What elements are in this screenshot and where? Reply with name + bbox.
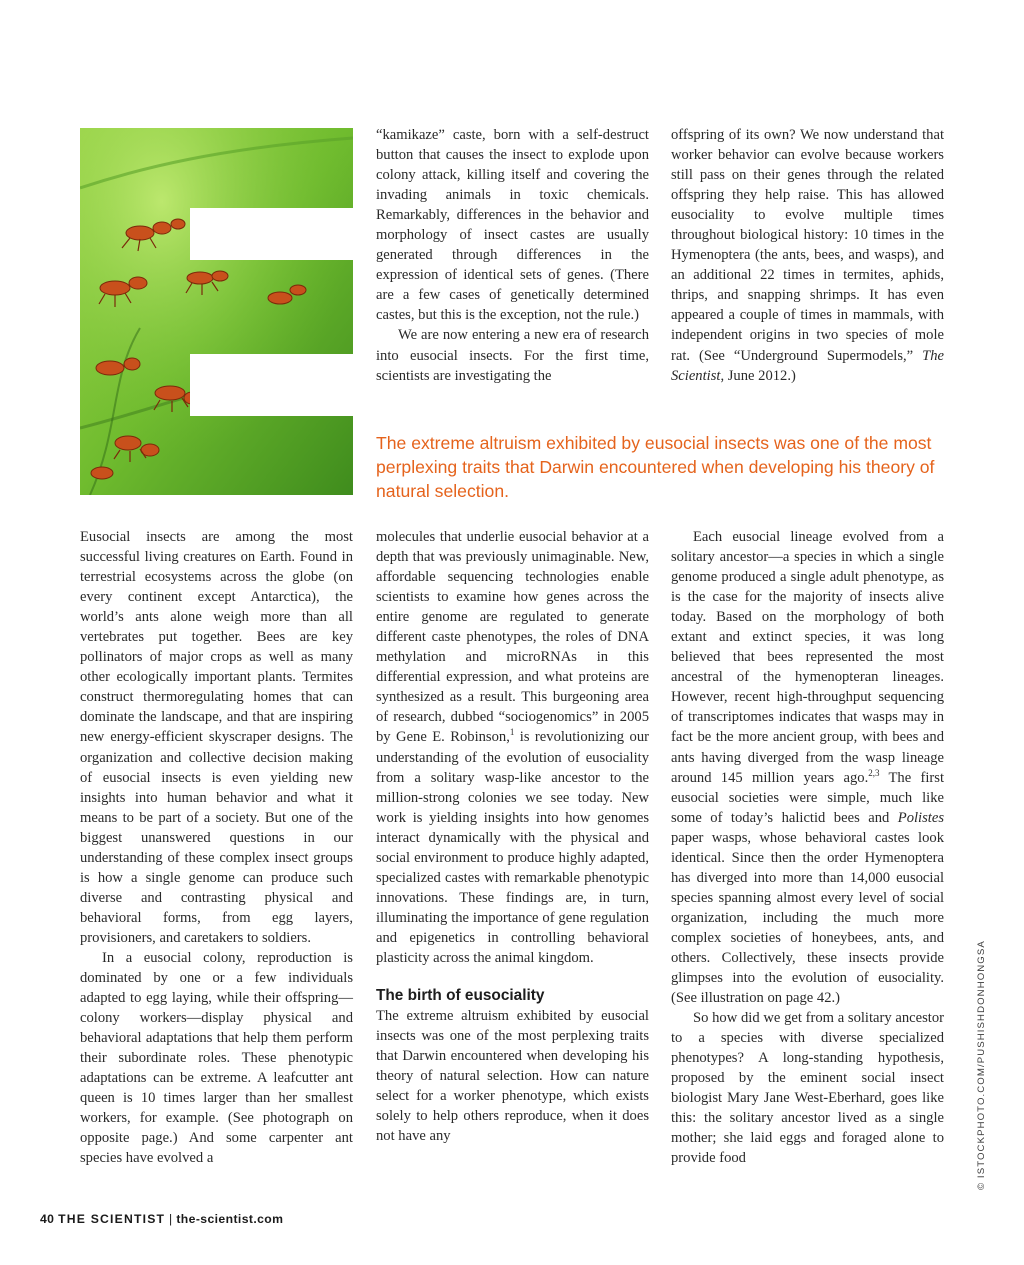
top-column-right xyxy=(671,125,944,386)
citation-ref: 1 xyxy=(509,727,515,738)
body-paragraph: “kamikaze” caste, born with a self-destruct button that causes the insect to explode upon colony attack, killing itself and covering the invading animals in toxic chemicals. Remarkably, differences in the behavior and morphology of insect castes are usually generated through differences in the expression of identical sets of genes. (There are a few cases of genetically determined castes, but this is the exception, not the rule.) xyxy=(376,127,649,324)
citation-ref: 2,3 xyxy=(868,767,880,778)
magazine-title-italic: The Scientist xyxy=(671,347,944,384)
body-text: paper wasps, whose behavioral castes look identical. Since then the order Hymenoptera has diverged into more than 14,000 eusocial species spanning almost every level of social organization, including the much more complex societies of honeybees, ants, and others. Collectively, these insects provide glimpses into the evolution of eusociality. (See illustration on page 42.) xyxy=(671,829,944,1007)
magazine-name: THE SCIENTIST xyxy=(58,1212,166,1226)
ants-on-leaf-photo xyxy=(80,128,353,495)
page-number: 40 xyxy=(40,1212,55,1226)
section-heading: The birth of eusociality xyxy=(376,987,545,1005)
body-text: molecules that underlie eusocial behavior at a depth that was previously unimaginable. New, affordable sequencing technologies enable scientists to examine how genes across the entire genome are regulated to generate different caste phenotypes, the roles of DNA methylation and microRNAs in this differential expression, and what proteins are synthesized as a result. This burgeoning area of research, dubbed “sociogenomics” in 2005 by Gene E. Robinson, xyxy=(376,529,649,746)
body-paragraph: We are now entering a new era of research into eusocial insects. For the first time, scientists are investigating the xyxy=(376,327,649,384)
body-paragraph xyxy=(671,527,944,1008)
body-paragraph: So how did we get from a solitary ancestor to a species with diverse specialized phenotypes? A long-standing hypothesis, proposed by the eminent social insect biologist Mary Jane West-Eberhard, goes like this: the solitary ancestor lived as a single mother; she laid eggs and foraged alone to provide food xyxy=(671,1010,944,1167)
top-column-middle xyxy=(376,125,649,386)
body-text: Each eusocial lineage evolved from a solitary ancestor—a species in which a single genome produced a single adult phenotype, as is the case for the majority of insects alive today. Based on the morphology of both extant and extinct species, it was long believed that bees represented the most ancestral of the hymenopteran lineages. However, recent high-throughput sequencing of transcriptomes indicates that wasps may in fact be the more ancient group, with bees and ants having diverged from the wasp lineage around 145 million years ago. xyxy=(671,529,944,786)
footer-separator: | xyxy=(168,1212,173,1226)
body-text: , June 2012.) xyxy=(720,367,796,384)
site-url: the-scientist.com xyxy=(176,1212,284,1226)
body-paragraph: The extreme altruism exhibited by eusocial insects was one of the most perplexing traits that Darwin encountered when developing his theory of natural selection. How can nature select for a worker phenotype, which exists solely to help others reproduce, when it does not have any xyxy=(376,1008,649,1145)
body-paragraph xyxy=(376,527,649,968)
column-left xyxy=(80,527,353,1169)
body-text: offspring of its own? We now understand that worker behavior can evolve because workers still pass on their genes through the related offspring they help raise. This has allowed eusociality to evolve multiple times throughout biological history: 10 times in the Hymenoptera (the ants, bees, and wasps), and an additional 22 times in termites, aphids, thrips, and snapping shrimps. It has even appeared a couple of times in mammals, with independent origins in two species of mole rat. (See “Underground Supermodels,” xyxy=(671,127,944,364)
body-paragraph: Eusocial insects are among the most successful living creatures on Earth. Found in terrestrial ecosystems across the globe (on every continent except Antarctica), the world’s ants alone weigh more than all vertebrates put together. Bees are key pollinators of major crops as well as many other ecologically important plants. Termites construct thermoregulating homes that can dominate the landscape, and that are inspiring new energy-efficient skyscraper designs. The organization and collective decision making of eusocial insects is even yielding new insights into human behavior and what it means to be part of a society. But one of the biggest unanswered questions in our understanding of these complex insect groups is how a single genome can produce such diverse and contrasting physical and behavioral forms, from egg layers, provisioners, and caretakers to soldiers. xyxy=(80,529,353,946)
column-middle xyxy=(376,527,649,1146)
page-footer xyxy=(40,1212,283,1226)
photo-credit: © ISTOCKPHOTO.COM/PUSHISHDONHONGSA xyxy=(976,940,987,1190)
hero-letter-e-photo xyxy=(80,128,353,495)
body-paragraph xyxy=(671,125,944,386)
pull-quote: The extreme altruism exhibited by eusocial insects was one of the most perplexing traits that Darwin encountered when developing his theory of natural selection. xyxy=(376,433,935,501)
genus-name-italic: Polistes xyxy=(897,809,944,826)
column-right xyxy=(671,527,944,1169)
body-text: The first eusocial societies were simple, much like some of today’s halictid bees and xyxy=(671,769,945,826)
body-paragraph: In a eusocial colony, reproduction is dominated by one or a few individuals adapted to egg laying, while their offspring—colony workers—display physical and behavioral adaptations that help them perform their subordinate roles. These phenotypic adaptations can be extreme. A leafcutter ant queen is 10 times larger than her smallest workers, for example. (See photograph on opposite page.) And some carpenter ant species have evolved a xyxy=(80,949,353,1167)
body-text: is revolutionizing our understanding of the evolution of eusociality from a solitary wasp-like ancestor to the million-strong colonies we see today. New work is yielding insights into how genomes interact dynamically with the physical and social environment to produce highly adapted, specialized castes with remarkable phenotypic innovations. These findings are, in turn, illuminating the importance of gene regulation and epigenetics in controlling behavioral plasticity across the animal kingdom. xyxy=(376,729,649,966)
